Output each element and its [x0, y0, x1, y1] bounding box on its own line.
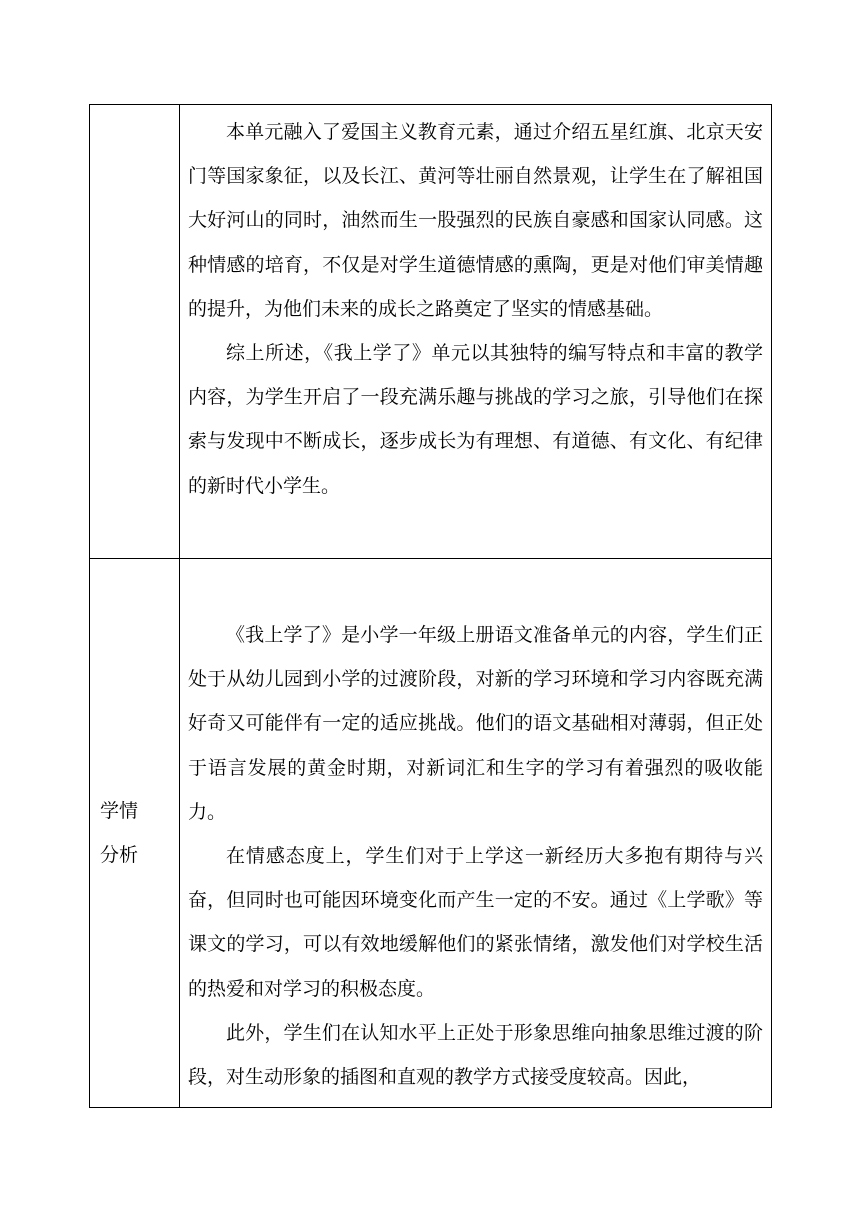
row-content-cell: [180, 559, 772, 1108]
paragraph: 此外，学生们在认知水平上正处于形象思维向抽象思维过渡的阶段，对生动形象的插图和直观的教学方式接受度较高。因此，: [188, 1021, 763, 1089]
row-label-line: 分析: [100, 844, 139, 866]
paragraph: 《我上学了》是小学一年级上册语文准备单元的内容，学生们正处于从幼儿园到小学的过渡阶段，对新的学习环境和学习内容既充满好奇又可能伴有一定的适应挑战。他们的语文基础相对薄弱，但正处于语言发展的黄金时期，对新词汇和生字的学习有着强烈的吸收能力。: [188, 624, 763, 823]
row-label-line: 学情: [100, 800, 139, 822]
paragraph: 本单元融入了爱国主义教育元素，通过介绍五星红旗、北京天安门等国家象征，以及长江、黄河等壮丽自然景观，让学生在了解祖国大好河山的同时，油然而生一股强烈的民族自豪感和国家认同感。这种情感的培育，不仅是对学生道德情感的熏陶，更是对他们审美情趣的提升，为他们未来的成长之路奠定了坚实的情感基础。: [188, 121, 763, 320]
table-row: [90, 105, 772, 559]
paragraph: 在情感态度上，学生们对于上学这一新经历大多抱有期待与兴奋，但同时也可能因环境变化而产生一定的不安。通过《上学歌》等课文的学习，可以有效地缓解他们的紧张情绪，激发他们对学校生活的热爱和对学习的积极态度。: [188, 845, 763, 1000]
row-label-cell: [90, 559, 180, 1108]
row-label-cell: [90, 105, 180, 559]
paragraph: 综上所述，《我上学了》单元以其独特的编写特点和丰富的教学内容，为学生开启了一段充满乐趣与挑战的学习之旅，引导他们在探索与发现中不断成长，逐步成长为有理想、有道德、有文化、有纪律的新时代小学生。: [188, 342, 763, 497]
row-content-cell: [180, 105, 772, 559]
lesson-plan-table: [89, 104, 772, 1108]
table-row: [90, 559, 772, 1108]
